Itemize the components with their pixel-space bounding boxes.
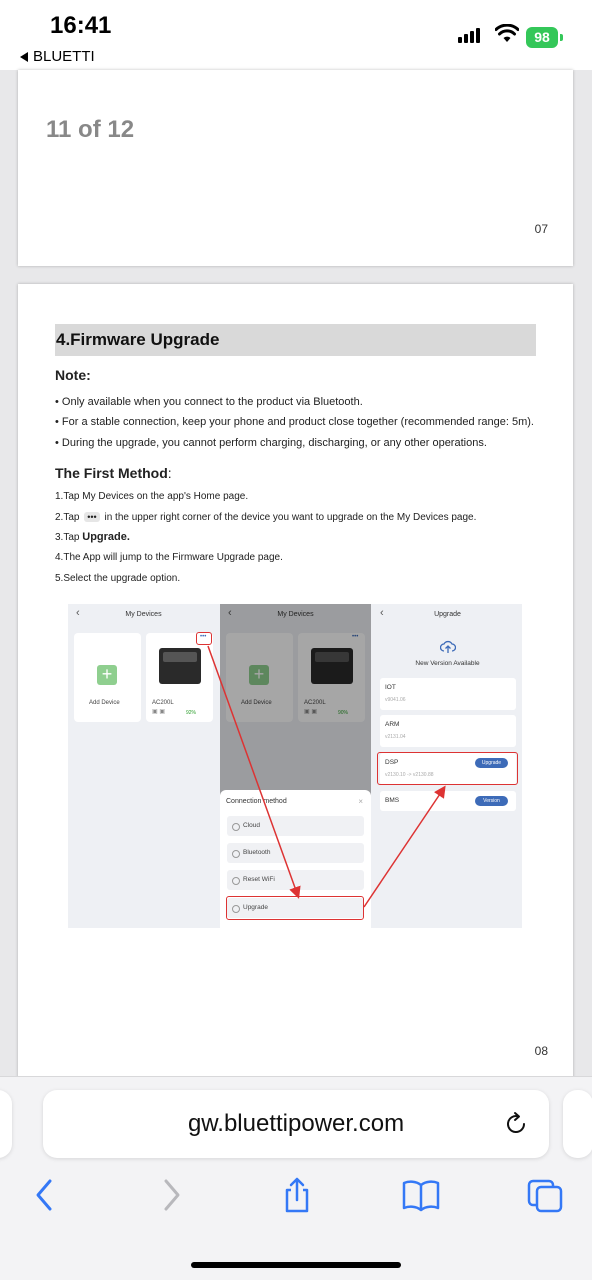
option-reset-wifi: Reset WiFi: [227, 870, 364, 890]
step-3-bold: Upgrade.: [82, 531, 130, 543]
status-time: 16:41: [50, 12, 112, 39]
home-indicator[interactable]: [191, 1262, 401, 1268]
step-2-suffix: in the upper right corner of the device you want to upgrade on the My Devices page.: [104, 512, 477, 523]
note-bullet: • During the upgrade, you cannot perform charging, discharging, or any other operations.: [55, 437, 487, 449]
back-app-label: BLUETTI: [33, 48, 95, 65]
first-method-title: The First Method: [55, 465, 168, 481]
version-button: Version: [475, 796, 508, 806]
note-heading: Note:: [55, 367, 91, 383]
back-icon[interactable]: [32, 1177, 56, 1213]
battery-cap: [560, 34, 563, 41]
safari-bottom-bar: [0, 1076, 592, 1280]
more-dots-icon: •••: [200, 634, 207, 640]
version-name: ARM: [385, 721, 400, 728]
plus-icon: +: [249, 665, 269, 685]
forward-icon[interactable]: [160, 1177, 184, 1213]
option-bluetooth: Bluetooth: [227, 843, 364, 863]
url-text: gw.bluettipower.com: [187, 1110, 405, 1137]
battery-level: 98: [534, 29, 550, 45]
add-device-label: Add Device: [89, 700, 120, 706]
share-icon[interactable]: [282, 1177, 312, 1213]
version-name: DSP: [385, 759, 399, 766]
step-1: 1.Tap My Devices on the app's Home page.: [55, 491, 249, 502]
document-viewer[interactable]: [0, 70, 592, 1076]
more-dots-icon: •••: [352, 634, 359, 640]
new-version-label: New Version Available: [415, 660, 480, 667]
version-value: v9041.06: [385, 697, 406, 703]
address-bar[interactable]: [43, 1090, 549, 1158]
pdf-page-08: [18, 284, 573, 1084]
sheet-title: Connection method: [226, 798, 287, 805]
arrow-to-dsp-upgrade: [364, 788, 444, 907]
page-number: 08: [534, 1044, 548, 1058]
version-name: BMS: [385, 797, 400, 804]
back-triangle-icon: [20, 52, 28, 62]
note-bullet: • Only available when you connect to the product via Bluetooth.: [55, 396, 363, 408]
status-bar: [0, 0, 592, 70]
step-3-prefix: 3.Tap: [55, 532, 80, 543]
cellular-signal-icon: [458, 28, 480, 43]
firmware-upgrade-figure: [68, 604, 522, 928]
device-battery: 92%: [186, 710, 197, 716]
bookmarks-icon[interactable]: [402, 1177, 440, 1213]
note-bullet: • For a stable connection, keep your phone and product close together (recommended range: 5m).: [55, 416, 534, 428]
wifi-icon: [495, 24, 519, 44]
screen-title: Upgrade: [434, 611, 461, 618]
back-chevron-icon: ‹: [380, 607, 384, 619]
step-2-prefix: 2.Tap: [55, 512, 80, 523]
back-to-app-button[interactable]: [20, 48, 95, 65]
screen-title: My Devices: [125, 611, 162, 618]
device-name: AC200L: [304, 700, 326, 706]
close-icon: ×: [358, 797, 363, 806]
add-device-label: Add Device: [241, 700, 272, 706]
step-2: [55, 512, 476, 523]
first-method-heading: [55, 465, 172, 481]
upgrade-button: Upgrade: [475, 758, 508, 768]
page-number: 07: [534, 222, 548, 236]
battery-indicator: [526, 27, 558, 48]
previous-tab-preview[interactable]: [0, 1090, 12, 1158]
version-value: v2131.04: [385, 734, 406, 740]
step-3: [55, 531, 130, 543]
arrow-to-upgrade-option: [208, 646, 298, 896]
option-upgrade: Upgrade: [227, 898, 364, 918]
section-title: 4.Firmware Upgrade: [55, 324, 536, 356]
next-tab-preview[interactable]: [563, 1090, 592, 1158]
step-5: 5.Select the upgrade option.: [55, 573, 181, 584]
pdf-page-07: [18, 70, 573, 266]
arrows-overlay: [68, 604, 522, 928]
tabs-icon[interactable]: [527, 1177, 565, 1213]
device-battery: 90%: [338, 710, 349, 716]
screen-title: My Devices: [277, 611, 314, 618]
device-status-icons: ▣ ▣: [152, 709, 166, 715]
page-counter: 11 of 12: [46, 116, 135, 143]
version-name: IOT: [385, 684, 396, 691]
device-status-icons: ▣ ▣: [304, 709, 318, 715]
step-4: 4.The App will jump to the Firmware Upgrade page.: [55, 552, 283, 563]
back-chevron-icon: ‹: [228, 607, 232, 619]
more-dots-icon: •••: [84, 512, 99, 522]
device-name: AC200L: [152, 700, 174, 706]
plus-icon: +: [97, 665, 117, 685]
reload-icon[interactable]: [503, 1111, 529, 1137]
back-chevron-icon: ‹: [76, 607, 80, 619]
version-value: v2130.10 -> v2130.88: [385, 772, 434, 778]
first-method-colon: :: [167, 465, 172, 481]
option-cloud: Cloud: [227, 816, 364, 836]
